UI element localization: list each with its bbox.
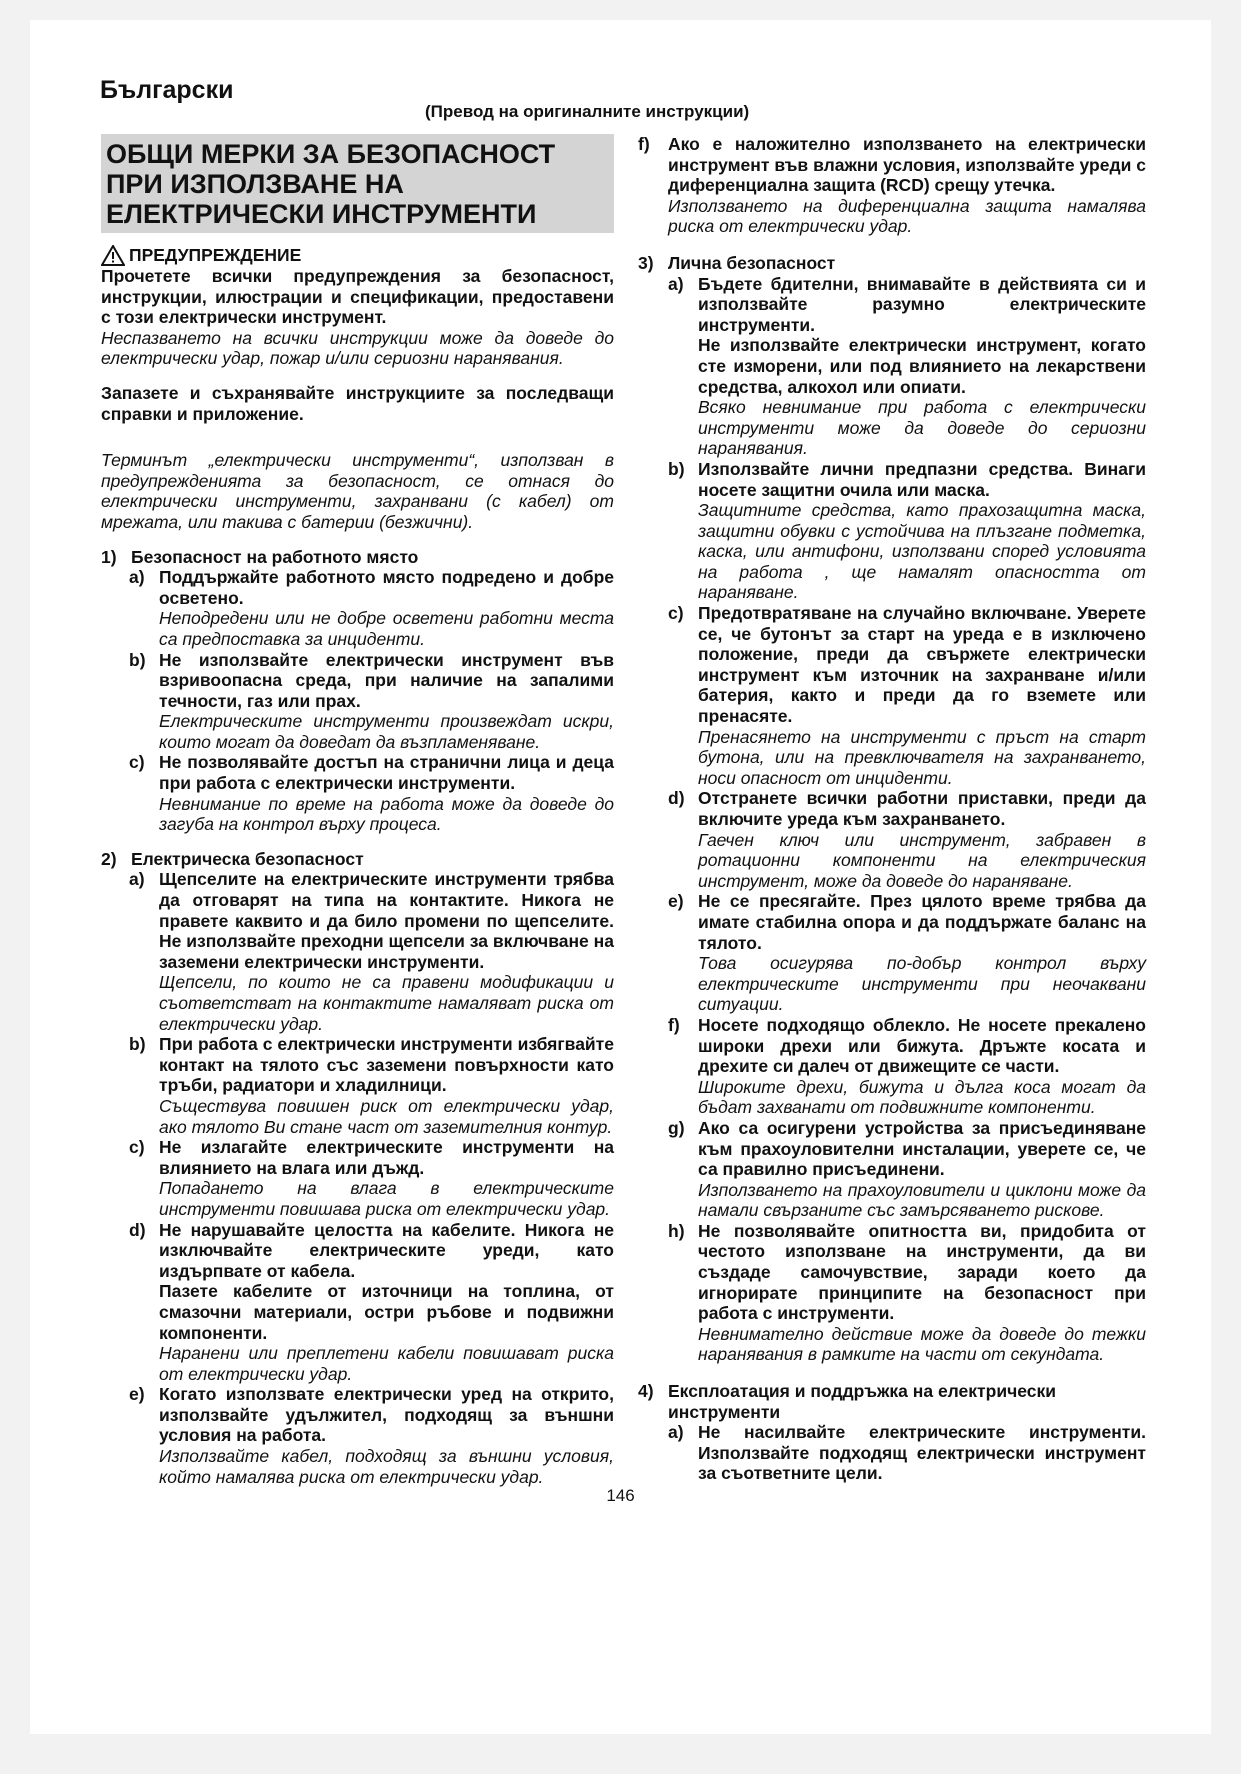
- list-item: f) Ако е наложително използването на електрически инструмент във влажни условия, използвайте уреди с диференциална защита (RCD) срещу утечка. Използването на диференциална защита намалява риска от електрически удар.: [638, 134, 1146, 237]
- save-instructions: Запазете и съхранявайте инструкциите за последващи справки и приложение.: [101, 382, 614, 424]
- list-item: b) Използвайте лични предпазни средства. Винаги носете защитни очила или маска. Защитните средства, като прахозащитна маска, защитни обувки с устойчива на плъзгане подметка, каска, или антифони, използвани според условията на работа , ще намалят опасността от нараняване.: [668, 458, 1146, 603]
- warning-italic-text: Неспазването на всички инструкции може да доведе до електрически удар, пожар и/или сериозни наранявания.: [101, 327, 614, 369]
- page-number: 146: [606, 1486, 635, 1505]
- translation-subtitle: (Превод на оригиналните инструкции): [425, 102, 750, 121]
- list-item: d) Не нарушавайте целостта на кабелите. Никога не изключвайте електрическите уреди, като издърпвате от кабела. Пазете кабелите от източници на топлина, от смазочни материали, остри ръбове и подвижни компоненти. Наранени или преплетени кабели повишават риска от електрически удар.: [129, 1219, 614, 1384]
- section-title: ОБЩИ МЕРКИ ЗА БЕЗОПАСНОСТ ПРИ ИЗПОЛЗВАНЕ НА ЕЛЕКТРИЧЕСКИ ИНСТРУМЕНТИ: [101, 134, 614, 233]
- list-item: e) Когато използвате електрически уред на открито, използвайте удължител, подходящ за външни условия на работа. Използвайте кабел, подходящ за външни условия, който намалява риска от електрически удар.: [129, 1384, 614, 1487]
- list-item: a) Щепселите на електрическите инструменти трябва да отговарят на типа на контактите. Никога не правете каквито и да било промени по щепселите. Не използвайте преходни щепсели за включване на заземени електрически инструменти. Щепсели, по които не са правени модификации и съответстват на контактите намаляват риска от електрически удар.: [129, 869, 614, 1034]
- list-item: g) Ако са осигурени устройства за присъединяване към прахоуловителни инсталации, уверете се, че са правилно присъединени. Използването на прахоуловители и циклони може да намали свързаните със замърсяването рискове.: [668, 1117, 1146, 1221]
- list-item: a) Бъдете бдителни, внимавайте в действията си и използвайте разумно електрическите инструменти. Не използвайте електрически инструмент, когато сте изморени, или под влиянието на лекарствени средства, алкохол или опиати. Всяко невнимание при работа с електрически инструменти може да доведе до сериозни наранявания.: [668, 273, 1146, 459]
- warning-bold-text: Прочетете всички предупреждения за безопасност, инструкции, илюстрации и спецификации, предоставени с този електрически инструмент.: [101, 266, 614, 328]
- page: [30, 20, 1211, 1734]
- right-column: [638, 134, 1146, 1484]
- list-item: d) Отстранете всички работни приставки, преди да включите уреда към захранването. Гаечен ключ или инструмент, забравен в ротационни компоненти на електрическия инструмент, може да доведе до нараняване.: [668, 788, 1146, 891]
- section-heading: 4) Експлоатация и поддръжка на електрически инструменти: [638, 1381, 1056, 1422]
- section-heading: 2) Електрическа безопасност: [101, 848, 364, 869]
- section-heading: 3) Лична безопасност: [638, 252, 836, 273]
- list-item: a) Поддържайте работното място подредено и добре осветено. Неподредени или не добре осветени работни места са предпоставка за инциденти.: [129, 567, 614, 649]
- list-item: b) При работа с електрически инструменти избягвайте контакт на тялото със заземени повърхности като тръби, радиатори и хладилници. Съществува повишен риск от електрически удар, ако тялото Ви стане част от заземителния контур.: [129, 1034, 614, 1137]
- section-heading: 1) Безопасност на работното място: [101, 546, 419, 567]
- language-heading: Български: [100, 76, 234, 104]
- list-item: f) Носете подходящо облекло. Не носете прекалено широки дрехи или бижута. Дръжте косата и дрехите си далеч от движещите се части. Широките дрехи, бижута и дълга коса могат да бъдат захванати от подвижните компоненти.: [668, 1014, 1146, 1118]
- list-item: e) Не се пресягайте. През цялото време трябва да имате стабилна опора и да поддържате баланс на тялото. Това осигурява по-добър контрол върху електрическите инструменти при неочаквани ситуации.: [668, 891, 1146, 1015]
- list-item: a) Не насилвайте електрическите инструменти. Използвайте подходящ електрически инструмент за съответните цели.: [668, 1422, 1146, 1484]
- list-item: c) Не излагайте електрическите инструменти на влиянието на влага или дъжд. Попадането на влага в електрическите инструменти повишава риска от електрически удар.: [129, 1137, 614, 1219]
- left-column: [101, 134, 614, 1487]
- list-item: c) Предотвратяване на случайно включване. Уверете се, че бутонът за старт на уреда е в изключено положение, преди да свържете електрически инструмент към източник на захранване и/или батерия, както и преди да го вземете или пренасяте. Пренасянето на инструменти с пръст на старт бутона, или на превключвателя на захранването, носи опасност от инциденти.: [668, 603, 1146, 788]
- list-item: b) Не използвайте електрически инструмент във взривоопасна среда, при наличие на запалими течности, газ или прах. Електрическите инструменти произвеждат искри, които могат да доведат да възпламеняване.: [129, 649, 614, 752]
- list-item: c) Не позволявайте достъп на странични лица и деца при работа с електрически инструменти. Невнимание по време на работа може да доведе до загуба на контрол върху процеса.: [129, 752, 614, 835]
- term-definition: Терминът „електрически инструменти“, използван в предупрежденията за безопасност, се отнася до електрически инструменти, захранвани (с кабел) от мрежата, или такива с батерии (безжични).: [101, 450, 614, 532]
- warning-heading: [101, 245, 614, 266]
- warning-label: ПРЕДУПРЕЖДЕНИЕ: [129, 245, 302, 266]
- list-item: h) Не позволявайте опитността ви, придобита от честото използване на инструменти, да ви създаде самочувствие, заради което да игнорирате принципите на безопасност при работа с инструменти. Невнимателно действие може да доведе до тежки наранявания в рамките на части от секундата.: [668, 1220, 1146, 1365]
- warning-triangle-icon: [101, 245, 125, 266]
